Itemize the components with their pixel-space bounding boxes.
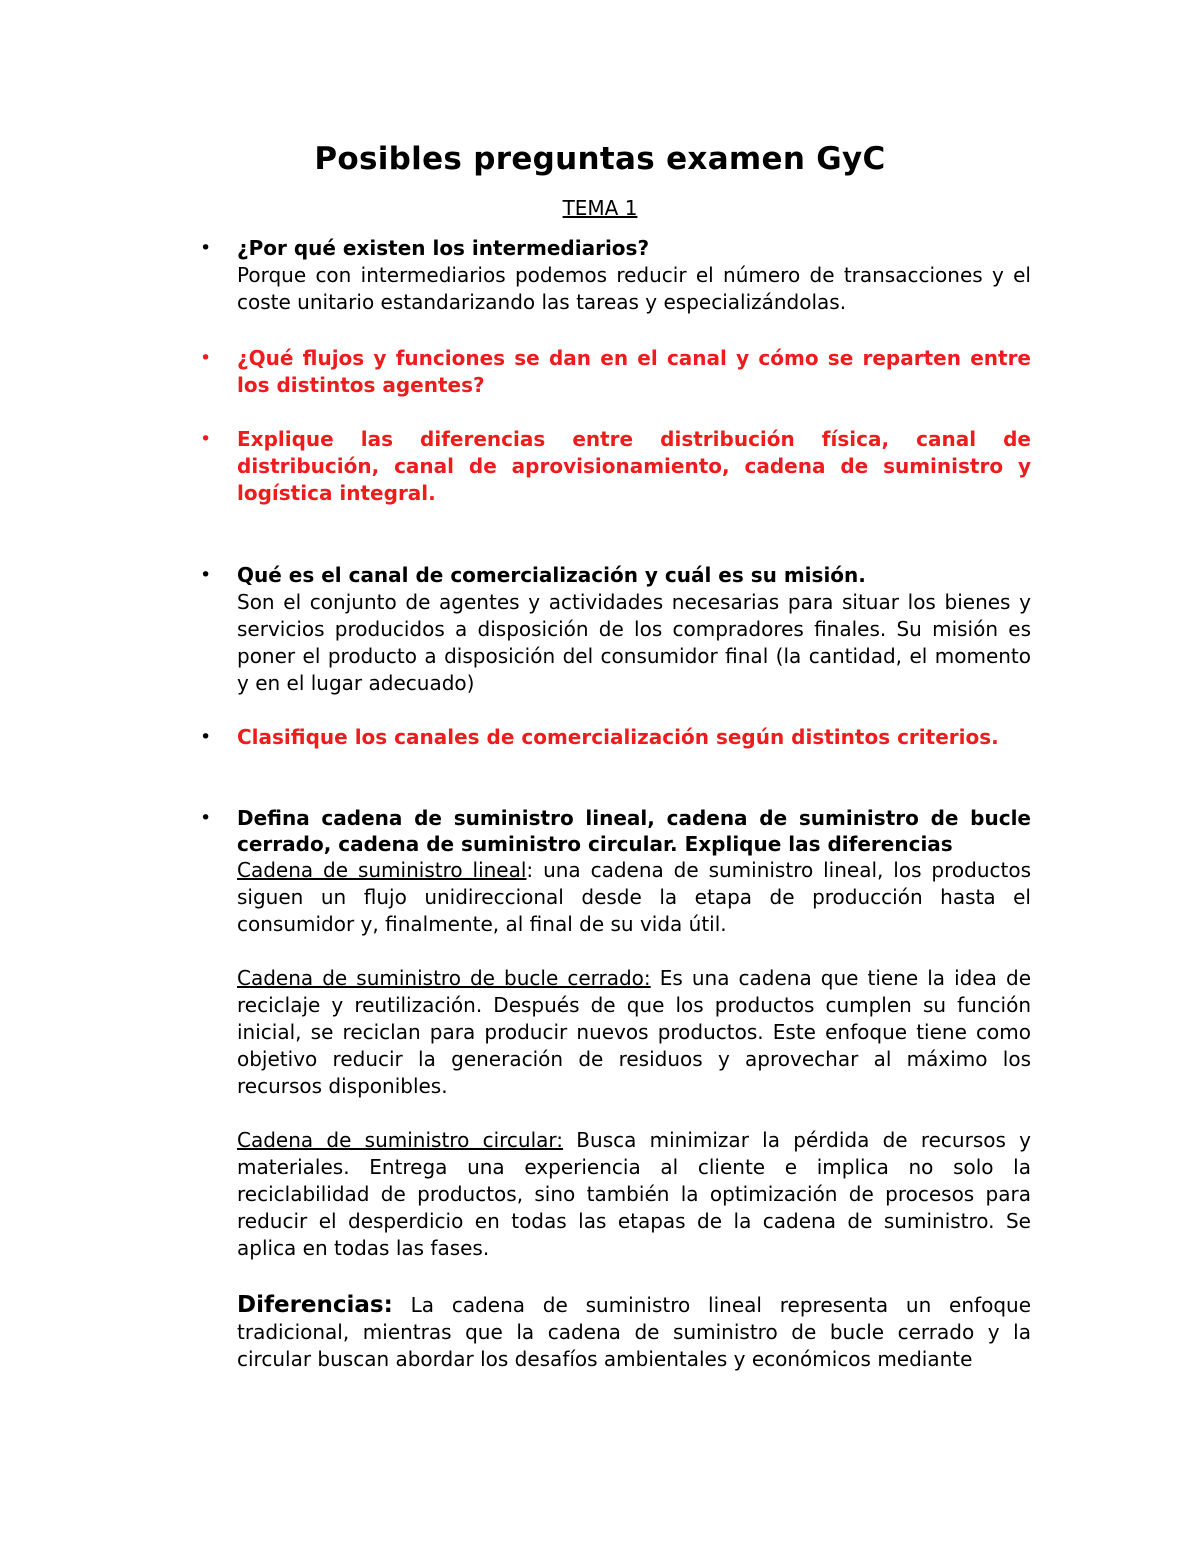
question-item-5 [200,724,1031,751]
bullet-icon: • [200,807,212,829]
question-item-4 [200,562,1031,697]
question-text: ¿Por qué existen los intermediarios? [237,236,650,260]
question-item-3 [200,426,1031,507]
question-text: Defina cadena de suministro lineal, cadena de suministro de bucle cerrado, cadena de suministro circular. Explique las diferencias [237,806,1031,856]
linear-chain-text: : una cadena de suministro lineal, los productos siguen un flujo unidireccional desde la etapa de producción hasta el consumidor y, finalmente, al final de su vida útil. [237,858,1031,936]
linear-chain-paragraph [237,857,1031,938]
question-text: Explique las diferencias entre distribución física, canal de distribución, canal de aprovisionamiento, cadena de suministro y logística integral. [237,427,1031,505]
bullet-icon: • [200,726,212,748]
bullet-icon: • [200,237,212,259]
differences-paragraph [237,1292,1031,1373]
closed-loop-chain-label: Cadena de suministro de bucle cerrado: [237,966,651,990]
bullet-icon: • [200,564,212,586]
closed-loop-chain-text: Es una cadena que tiene la idea de reciclaje y reutilización. Después de que los productos cumplen su función inicial, se reciclan para producir nuevos productos. Este enfoque tiene como objetivo reducir la generación de residuos y aprovechar al máximo los recursos disponibles. [237,966,1031,1098]
circular-chain-text: Busca minimizar la pérdida de recursos y materiales. Entrega una experiencia al cliente e implica no solo la reciclabilidad de productos, sino también la optimización de procesos para reducir el desperdicio en todas las etapas de la cadena de suministro. Se aplica en todas las fases. [237,1128,1032,1260]
answer-text: Porque con intermediarios podemos reducir el número de transacciones y el coste unitario estandarizando las tareas y especializándolas. [237,263,1031,314]
question-item-6 [200,805,1032,1373]
question-text: Qué es el canal de comercialización y cuál es su misión. [237,563,866,587]
closed-loop-chain-paragraph [237,965,1031,1100]
bullet-icon: • [200,428,212,450]
question-text: Clasifique los canales de comercialización según distintos criterios. [237,725,999,749]
differences-text: La cadena de suministro lineal representa un enfoque tradicional, mientras que la cadena de suministro de bucle cerrado y la circular buscan abordar los desafíos ambientales y económicos mediante [237,1293,1031,1371]
document-title: Posibles preguntas examen GyC [314,141,886,177]
question-item-2 [200,345,1031,399]
differences-label: Diferencias: [237,1292,393,1318]
section-heading: TEMA 1 [562,196,638,220]
circular-chain-label: Cadena de suministro circular: [237,1128,564,1152]
circular-chain-paragraph [237,1127,1031,1262]
question-text: ¿Qué flujos y funciones se dan en el canal y cómo se reparten entre los distintos agentes? [237,346,1031,397]
linear-chain-label: Cadena de suministro lineal [237,858,527,882]
question-item-1 [200,235,1031,316]
answer-text: Son el conjunto de agentes y actividades necesarias para situar los bienes y servicios producidos a disposición de los compradores finales. Su misión es poner el producto a disposición del consumidor final (la cantidad, el momento y en el lugar adecuado) [237,590,1031,695]
bullet-icon: • [200,347,212,369]
